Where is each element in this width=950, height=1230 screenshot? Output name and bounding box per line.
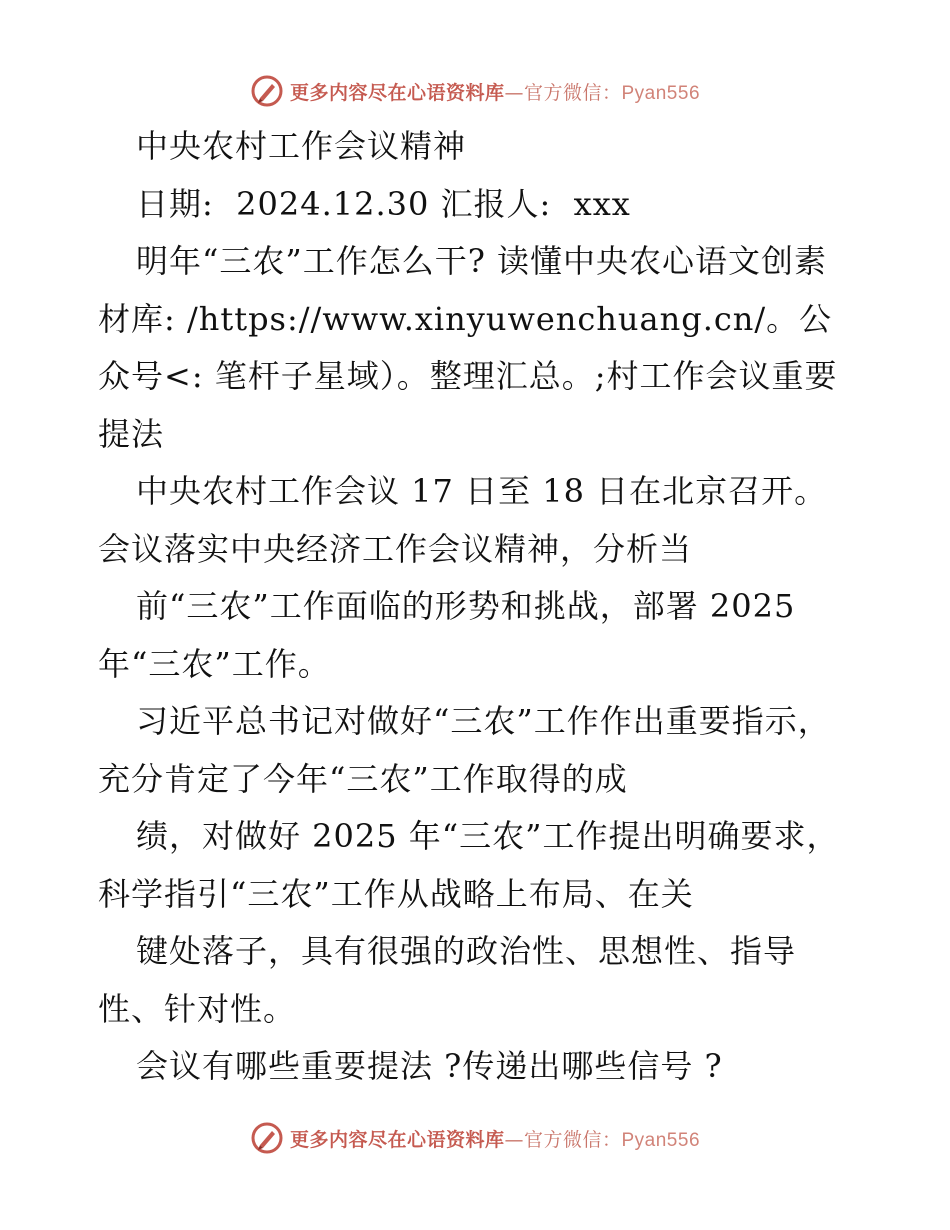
paragraph: 明年“三农”工作怎么干? 读懂中央农心语文创素材库: /https://www.xinyuwenchuang.cn/。公众号<: 笔杆子星域）。整理汇总。;村工作会议重要提法 — [98, 242, 838, 453]
paragraph: 前“三农”工作面临的形势和挑战，部署 2025 年“三农”工作。 — [98, 587, 807, 683]
header-watermark — [0, 71, 950, 111]
footer-watermark — [0, 1118, 950, 1158]
paragraph: 中央农村工作会议 17 日至 18 日在北京召开。会议落实中央经济工作会议精神，分析当 — [98, 472, 828, 568]
watermark-text — [290, 1125, 700, 1152]
paragraph: 绩，对做好 2025 年“三农”工作提出明确要求，科学指引“三农”工作从战略上布局、在关 — [98, 817, 840, 913]
watermark-official: 官方微信： — [523, 1128, 622, 1151]
watermark-brand: 更多内容尽在心语资料库 — [289, 81, 505, 104]
paragraph: 会议有哪些重要提法 ?传递出哪些信号 ? — [136, 1047, 723, 1085]
watermark-handle: Pyan556 — [621, 1129, 701, 1151]
pen-logo-icon — [250, 1121, 284, 1155]
paragraph: 键处落子，具有很强的政治性、思想性、指导性、针对性。 — [98, 932, 797, 1028]
document-date-reporter: 日期: 2024.12.30 汇报人: xxx — [136, 184, 631, 223]
watermark-dash: — — [504, 81, 524, 104]
watermark-brand: 更多内容尽在心语资料库 — [289, 1128, 505, 1151]
watermark-dash: — — [504, 1128, 524, 1151]
document-title: 中央农村工作会议精神 — [136, 127, 467, 165]
watermark-official: 官方微信： — [523, 81, 622, 104]
pen-logo-icon — [250, 74, 284, 108]
watermark-handle: Pyan556 — [621, 82, 701, 104]
document-body — [98, 118, 858, 1096]
watermark-text — [290, 78, 700, 105]
paragraph: 习近平总书记对做好“三农”工作作出重要指示，充分肯定了今年“三农”工作取得的成 — [98, 702, 831, 798]
